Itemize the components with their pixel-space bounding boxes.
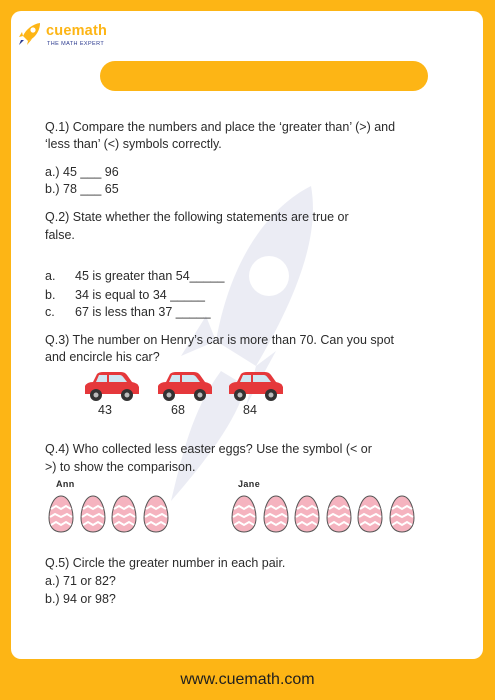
q3-text-line1: Q.3) The number on Henry’s car is more than 70. Can you spot (45, 333, 395, 347)
q2-item-a-marker: a. (45, 269, 56, 283)
q1-text-line1: Q.1) Compare the numbers and place the ‘greater than’ (>) and (45, 120, 396, 134)
easter-egg-icon (326, 495, 352, 538)
q5-item-b: b.) 94 or 98? (45, 592, 116, 606)
q4-text-line1: Q.4) Who collected less easter eggs? Use the symbol (< or (45, 442, 372, 456)
q5-text: Q.5) Circle the greater number in each pair. (45, 556, 286, 570)
easter-egg-icon (231, 495, 257, 538)
easter-egg-icon (143, 495, 169, 538)
easter-egg-icon (389, 495, 415, 538)
title-bar (100, 61, 428, 91)
q2-item-c-text: 67 is less than 37 _____ (75, 305, 211, 319)
ann-label: Ann (56, 479, 75, 489)
cuemath-logo (17, 21, 137, 51)
easter-egg-icon (48, 495, 74, 538)
footer-url: www.cuemath.com (180, 671, 315, 688)
easter-egg-icon (294, 495, 320, 538)
q1-text-line2: ‘less than’ (<) symbols correctly. (45, 137, 222, 151)
q2-item-c-marker: c. (45, 305, 55, 319)
brand-name: cuemath (46, 23, 108, 39)
easter-egg-icon (357, 495, 383, 538)
q3-text-line2: and encircle his car? (45, 350, 160, 364)
car-icon (225, 370, 285, 402)
car-icon (154, 370, 214, 402)
q1-item-b: b.) 78 ___ 65 (45, 182, 119, 196)
car-icon (81, 370, 141, 402)
q2-item-a-text: 45 is greater than 54_____ (75, 269, 225, 283)
q4-text-line2: >) to show the comparison. (45, 460, 196, 474)
jane-label: Jane (238, 479, 261, 489)
easter-egg-icon (80, 495, 106, 538)
worksheet-page (11, 11, 483, 659)
easter-egg-icon (111, 495, 137, 538)
rocket-logo-icon (17, 21, 43, 47)
q1-item-a: a.) 45 ___ 96 (45, 165, 119, 179)
brand-tagline: THE MATH EXPERT (47, 41, 105, 47)
q2-item-b-text: 34 is equal to 34 _____ (75, 288, 205, 302)
car-number-2: 68 (171, 403, 185, 417)
q2-text-line1: Q.2) State whether the following statements are true or (45, 210, 349, 224)
car-number-3: 84 (243, 403, 257, 417)
q2-item-b-marker: b. (45, 288, 56, 302)
q5-item-a: a.) 71 or 82? (45, 574, 116, 588)
q2-text-line2: false. (45, 228, 75, 242)
easter-egg-icon (263, 495, 289, 538)
car-number-1: 43 (98, 403, 112, 417)
